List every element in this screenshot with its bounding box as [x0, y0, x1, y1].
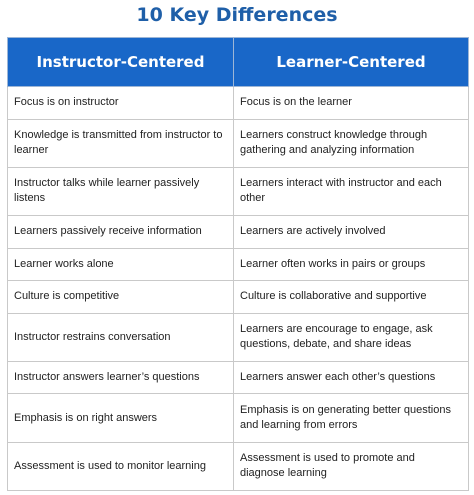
- table-cell-instructor: Instructor answers learner’s questions: [8, 361, 234, 394]
- table-row: [8, 442, 469, 490]
- column-header-learner-centered: Learner-Centered: [234, 38, 469, 87]
- table-cell-learner: Learners are encourage to engage, ask questions, debate, and share ideas: [234, 313, 469, 361]
- column-header-instructor-centered: Instructor-Centered: [8, 38, 234, 87]
- table-cell-instructor: Assessment is used to monitor learning: [8, 442, 234, 490]
- table-row: [8, 119, 469, 167]
- comparison-table: [7, 37, 468, 491]
- table-cell-instructor: Learner works alone: [8, 248, 234, 281]
- page-title: 10 Key Differences: [136, 4, 338, 26]
- table-cell-learner: Learner often works in pairs or groups: [234, 248, 469, 281]
- table-cell-instructor: Focus is on instructor: [8, 87, 234, 120]
- table-cell-instructor: Culture is competitive: [8, 281, 234, 314]
- table-cell-learner: Learners construct knowledge through gathering and analyzing information: [234, 119, 469, 167]
- comparison-table-grid: [7, 37, 469, 491]
- table-row: [8, 248, 469, 281]
- table-row: [8, 281, 469, 314]
- table-cell-learner: Culture is collaborative and supportive: [234, 281, 469, 314]
- table-cell-instructor: Instructor restrains conversation: [8, 313, 234, 361]
- table-row: [8, 313, 469, 361]
- table-cell-learner: Learners are actively involved: [234, 216, 469, 249]
- table-header-row: [8, 38, 469, 87]
- table-cell-instructor: Knowledge is transmitted from instructor to learner: [8, 119, 234, 167]
- table-cell-learner: Learners answer each other’s questions: [234, 361, 469, 394]
- table-row: [8, 361, 469, 394]
- table-cell-instructor: Emphasis is on right answers: [8, 394, 234, 442]
- table-cell-learner: Learners interact with instructor and each other: [234, 167, 469, 215]
- table-cell-instructor: Instructor talks while learner passively listens: [8, 167, 234, 215]
- table-cell-instructor: Learners passively receive information: [8, 216, 234, 249]
- table-row: [8, 87, 469, 120]
- table-row: [8, 394, 469, 442]
- table-row: [8, 216, 469, 249]
- table-row: [8, 167, 469, 215]
- table-cell-learner: Assessment is used to promote and diagnose learning: [234, 442, 469, 490]
- table-cell-learner: Focus is on the learner: [234, 87, 469, 120]
- table-cell-learner: Emphasis is on generating better questions and learning from errors: [234, 394, 469, 442]
